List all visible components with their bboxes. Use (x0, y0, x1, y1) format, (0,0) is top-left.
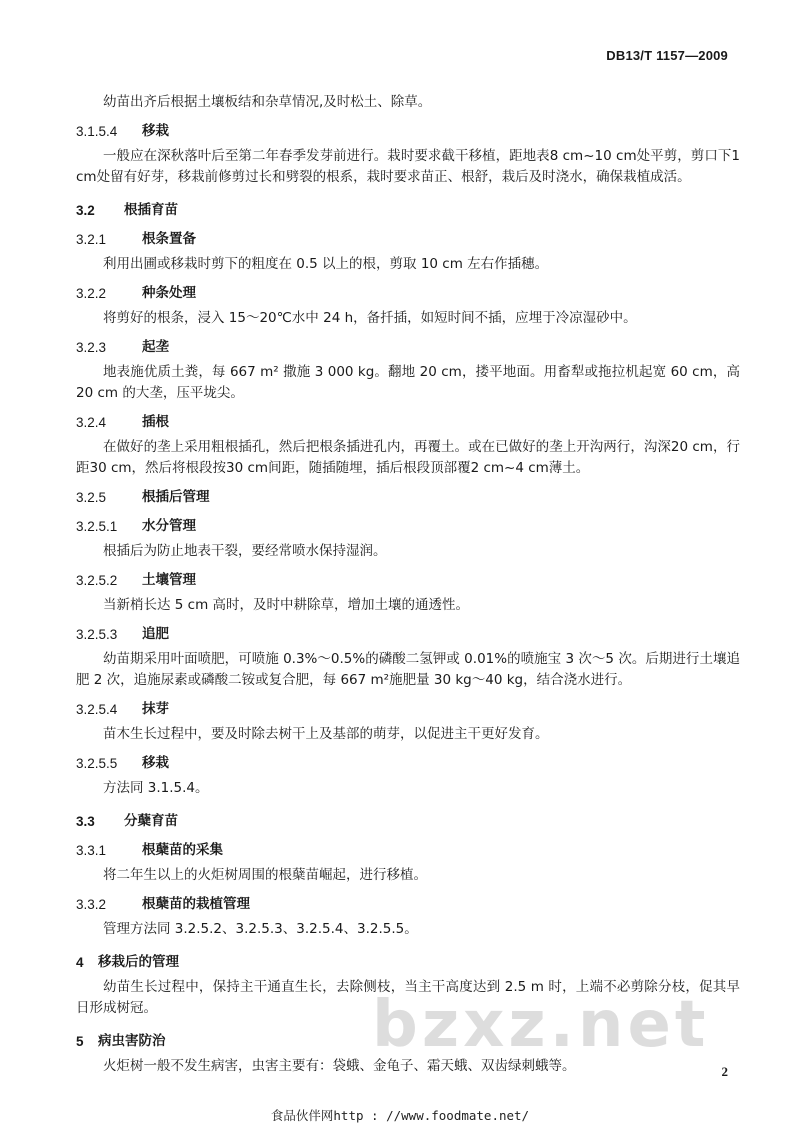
section-title: 根插后管理 (142, 489, 210, 505)
section-heading-level3 (76, 337, 740, 358)
footer-link[interactable]: 食品伙伴网http : //www.foodmate.net/ (270, 1108, 530, 1123)
paragraph: 一般应在深秋落叶后至第二年春季发芽前进行。栽时要求截干移植，距地表8 cm~10 cm处平剪，剪口下1 cm处留有好芽，移栽前修剪过长和劈裂的根系，栽时要求苗正、根舒，栽后及时浇水，确保栽植成活。 (76, 148, 740, 185)
section-number: 3.2.5.5 (76, 756, 118, 771)
section-title: 移栽 (142, 755, 169, 771)
section-number: 3.2.1 (76, 232, 107, 247)
section-heading-level3 (76, 487, 740, 508)
paragraph: 根插后为防止地表干裂，要经常喷水保持湿润。 (103, 543, 387, 559)
section-heading-level4 (76, 516, 740, 537)
section-number: 3.2.5.4 (76, 702, 118, 717)
paragraph: 幼苗期采用叶面喷肥，可喷施 0.3%～0.5%的磷酸二氢钾或 0.01%的喷施宝 3 次～5 次。后期进行土壤追肥 2 次，追施尿素或磷酸二铵或复合肥，每 667 m²施肥量 30 kg～40 kg，结合浇水进行。 (76, 651, 740, 688)
section-number: 3.2.3 (76, 340, 107, 355)
section-title: 根条置备 (142, 231, 196, 247)
section-number: 3.2.5.3 (76, 627, 118, 642)
section-number: 3.2.2 (76, 286, 107, 301)
section-title: 病虫害防治 (98, 1033, 166, 1049)
section-heading-level4 (76, 624, 740, 645)
section-heading-level4 (76, 570, 740, 591)
section-number: 4 (76, 955, 84, 970)
section-heading-level1 (76, 952, 740, 973)
document-number: DB13/T 1157—2009 (606, 48, 728, 63)
section-heading-level4 (76, 121, 740, 142)
section-title: 起垄 (142, 339, 169, 355)
section-title: 种条处理 (142, 285, 196, 301)
watermark: bzxz.net (372, 988, 710, 1062)
section-heading-level3 (76, 894, 740, 915)
section-title: 移栽后的管理 (98, 954, 179, 970)
section-number: 3.2.5.1 (76, 519, 118, 534)
document-body (76, 92, 740, 1077)
section-number: 5 (76, 1034, 84, 1049)
paragraph: 将剪好的根条，浸入 15～20℃水中 24 h，备扦插，如短时间不插，应埋于冷凉湿砂中。 (103, 310, 637, 326)
paragraph: 火炬树一般不发生病害，虫害主要有：袋蛾、金龟子、霜天蛾、双齿绿刺蛾等。 (103, 1058, 576, 1074)
section-heading-level3 (76, 412, 740, 433)
section-title: 根插育苗 (124, 202, 178, 218)
section-title: 根蘖苗的栽植管理 (142, 896, 250, 912)
section-heading-level2 (76, 811, 740, 832)
paragraph: 当新梢长达 5 cm 高时，及时中耕除草，增加土壤的通透性。 (103, 597, 470, 613)
section-title: 追肥 (142, 626, 169, 642)
section-heading-level2 (76, 200, 740, 221)
section-number: 3.2.5.2 (76, 573, 118, 588)
paragraph: 将二年生以上的火炬树周围的根蘖苗崛起，进行移植。 (103, 867, 427, 883)
section-heading-level3 (76, 229, 740, 250)
paragraph: 地表施优质土粪，每 667 m² 撒施 3 000 kg。翻地 20 cm，搂平地面。用畜犁或拖拉机起宽 60 cm，高 20 cm 的大垄，压平垅尖。 (76, 364, 740, 401)
section-number: 3.2 (76, 203, 95, 218)
section-number: 3.2.4 (76, 415, 107, 430)
section-title: 土壤管理 (142, 572, 196, 588)
paragraph: 苗木生长过程中，要及时除去树干上及基部的萌芽，以促进主干更好发育。 (103, 726, 549, 742)
section-title: 分蘖育苗 (124, 813, 178, 829)
section-heading-level3 (76, 283, 740, 304)
section-title: 插根 (142, 414, 169, 430)
section-heading-level4 (76, 699, 740, 720)
paragraph: 管理方法同 3.2.5.2、3.2.5.3、3.2.5.4、3.2.5.5。 (103, 921, 418, 937)
section-heading-level4 (76, 753, 740, 774)
paragraph: 幼苗出齐后根据土壤板结和杂草情况,及时松土、除草。 (103, 94, 432, 110)
paragraph: 在做好的垄上采用粗根插孔，然后把根条插进孔内，再覆土。或在已做好的垄上开沟两行，沟深20 cm，行距30 cm，然后将根段按30 cm间距，随插随埋，插后根段顶部覆2 cm~4 cm薄土。 (76, 439, 740, 476)
section-title: 抹芽 (142, 701, 169, 717)
page-number: 2 (721, 1064, 728, 1079)
section-number: 3.1.5.4 (76, 124, 118, 139)
section-heading-level3 (76, 840, 740, 861)
section-number: 3.3 (76, 814, 95, 829)
section-number: 3.2.5 (76, 490, 107, 505)
section-title: 根蘖苗的采集 (142, 842, 223, 858)
section-title: 移栽 (142, 123, 169, 139)
section-number: 3.3.1 (76, 843, 107, 858)
paragraph: 方法同 3.1.5.4。 (103, 780, 209, 796)
section-title: 水分管理 (142, 518, 196, 534)
section-number: 3.3.2 (76, 897, 107, 912)
paragraph: 利用出圃或移栽时剪下的粗度在 0.5 以上的根，剪取 10 cm 左右作插穗。 (103, 256, 549, 272)
paragraph: 幼苗生长过程中，保持主干通直生长，去除侧枝，当主干高度达到 2.5 m 时，上端不必剪除分枝，促其早日形成树冠。 (76, 979, 740, 1016)
